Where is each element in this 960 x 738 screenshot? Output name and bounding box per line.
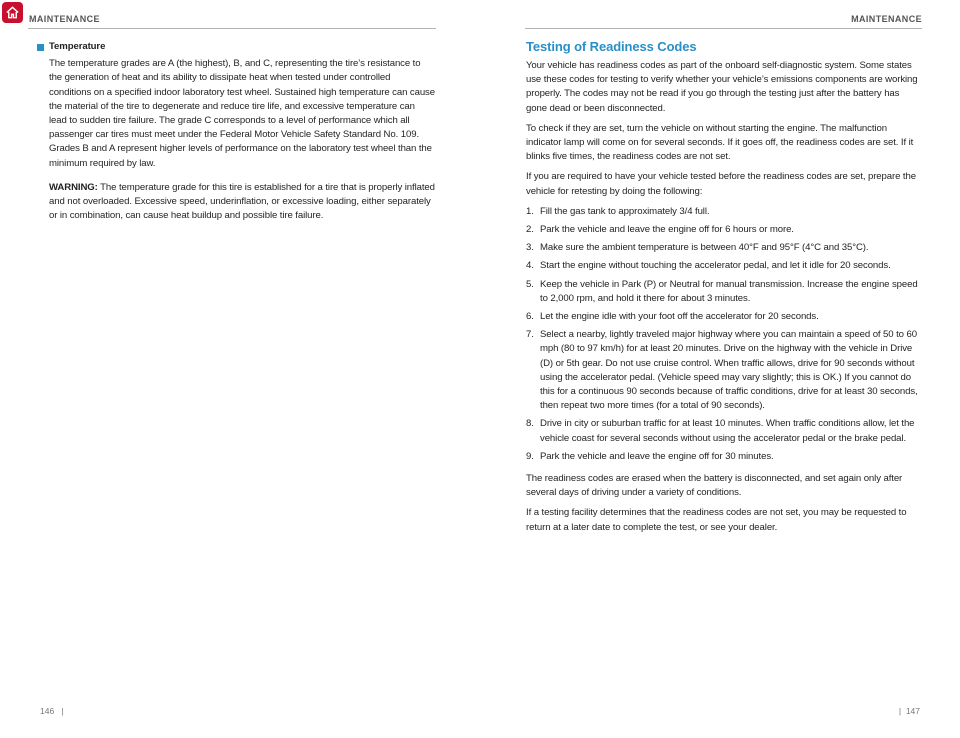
prepare-paragraph: If you are required to have your vehicle tested before the readiness codes are set, prepare the vehicle for retesting by doing the following: [526, 171, 916, 197]
temperature-section-heading [37, 40, 435, 54]
readiness-codes-title: Testing of Readiness Codes [526, 39, 697, 54]
list-item [526, 205, 918, 219]
erased-paragraph: The readiness codes are erased when the battery is disconnected, and set again only after several days of driving under a variety of conditions. [526, 473, 903, 499]
list-item [526, 310, 918, 324]
step-number: 6. [526, 311, 534, 323]
page-number-text: 147 [905, 706, 920, 716]
list-item [526, 278, 918, 306]
right-page-content [526, 38, 918, 541]
warning-paragraph [49, 181, 435, 224]
step-text: Drive in city or suburban traffic for at least 10 minutes. When traffic conditions allow, let the vehicle coast for several seconds without using the accelerator pedal or the brake pedal. [540, 418, 915, 444]
step-number: 8. [526, 418, 534, 430]
page-number-text: 146 [40, 706, 55, 716]
left-page-number: 146 | [40, 706, 64, 716]
step-number: 3. [526, 242, 534, 254]
list-item [526, 328, 918, 413]
list-item [526, 241, 918, 255]
home-button[interactable] [2, 2, 23, 23]
step-text: Select a nearby, lightly traveled major highway where you can maintain a speed of 50 to 60 mph (80 to 97 km/h) for at least 20 minutes. Drive on the highway with the vehicle in Drive (D) or 5th gear. Do not use cruise control. When traffic allows, drive for 90 seconds without using the accelerator pedal. (Vehicle speed may vary slightly; this is OK.) If you cannot do this for a continuous 90 seconds because of traffic conditions, drive for at least 30 seconds, then repeat two more times (for a total of 90 seconds). [540, 329, 918, 412]
list-item [526, 223, 918, 237]
retest-steps-list [526, 205, 918, 464]
right-page-number: | 147 [898, 706, 920, 716]
section-marker-icon [37, 44, 44, 51]
facility-paragraph: If a testing facility determines that the readiness codes are not set, you may be requested to return at a later date to complete the test, or see your dealer. [526, 507, 907, 533]
warning-text: The temperature grade for this tire is established for a tire that is properly inflated and not overloaded. Excessive speed, underinflation, or excessive loading, either separately or in combination, can cause heat buildup and possible tire failure. [49, 181, 435, 222]
left-page-header: MAINTENANCE [29, 14, 100, 24]
right-page-header: MAINTENANCE [851, 14, 922, 24]
home-icon [5, 5, 20, 20]
warning-label: WARNING: [49, 181, 98, 193]
right-header-rule [525, 28, 922, 29]
step-number: 9. [526, 450, 534, 462]
step-number: 4. [526, 260, 534, 272]
step-text: Make sure the ambient temperature is between 40°F and 95°F (4°C and 35°C). [540, 242, 869, 254]
temperature-paragraph: The temperature grades are A (the highest), B, and C, representing the tire’s resistance to the generation of heat and its ability to dissipate heat when tested under controlled conditions on a specified indoor laboratory test wheel. Sustained high temperature can cause the material of the tire to degenerate and reduce tire life, and excessive temperature can lead to sudden tire failure. The grade C corresponds to a level of performance which all passenger car tires must meet under the Federal Motor Vehicle Safety Standard No. 109. Grades B and A represent higher levels of performance on the laboratory test wheel than the minimum required by law. [49, 58, 435, 169]
intro-paragraph: Your vehicle has readiness codes as part of the onboard self-diagnostic system. Some states use these codes for testing to verify whether your vehicle’s emissions components are working properly. The codes may not be read if you go through the testing just after the battery has gone dead or been disconnected. [526, 60, 918, 114]
step-text: Park the vehicle and leave the engine off for 6 hours or more. [540, 224, 794, 236]
section-title: Temperature [49, 41, 106, 52]
step-number: 5. [526, 278, 534, 290]
left-page-content [37, 40, 435, 233]
step-number: 2. [526, 224, 534, 236]
step-number: 7. [526, 329, 534, 341]
step-text: Start the engine without touching the accelerator pedal, and let it idle for 20 seconds. [540, 260, 891, 272]
list-item [526, 259, 918, 273]
check-paragraph: To check if they are set, turn the vehicle on without starting the engine. The malfunction indicator lamp will come on for several seconds. If it goes off, the readiness codes are set. If it blinks five times, the readiness codes are not set. [526, 122, 914, 163]
step-text: Park the vehicle and leave the engine off for 30 minutes. [540, 450, 774, 462]
step-text: Keep the vehicle in Park (P) or Neutral for manual transmission. Increase the engine speed to 2,000 rpm, and hold it there for about 3 minutes. [540, 278, 918, 304]
left-header-rule [28, 28, 436, 29]
step-number: 1. [526, 205, 534, 217]
step-text: Let the engine idle with your foot off the accelerator for 20 seconds. [540, 311, 819, 323]
list-item [526, 417, 918, 445]
step-text: Fill the gas tank to approximately 3/4 full. [540, 205, 710, 217]
list-item [526, 450, 918, 464]
